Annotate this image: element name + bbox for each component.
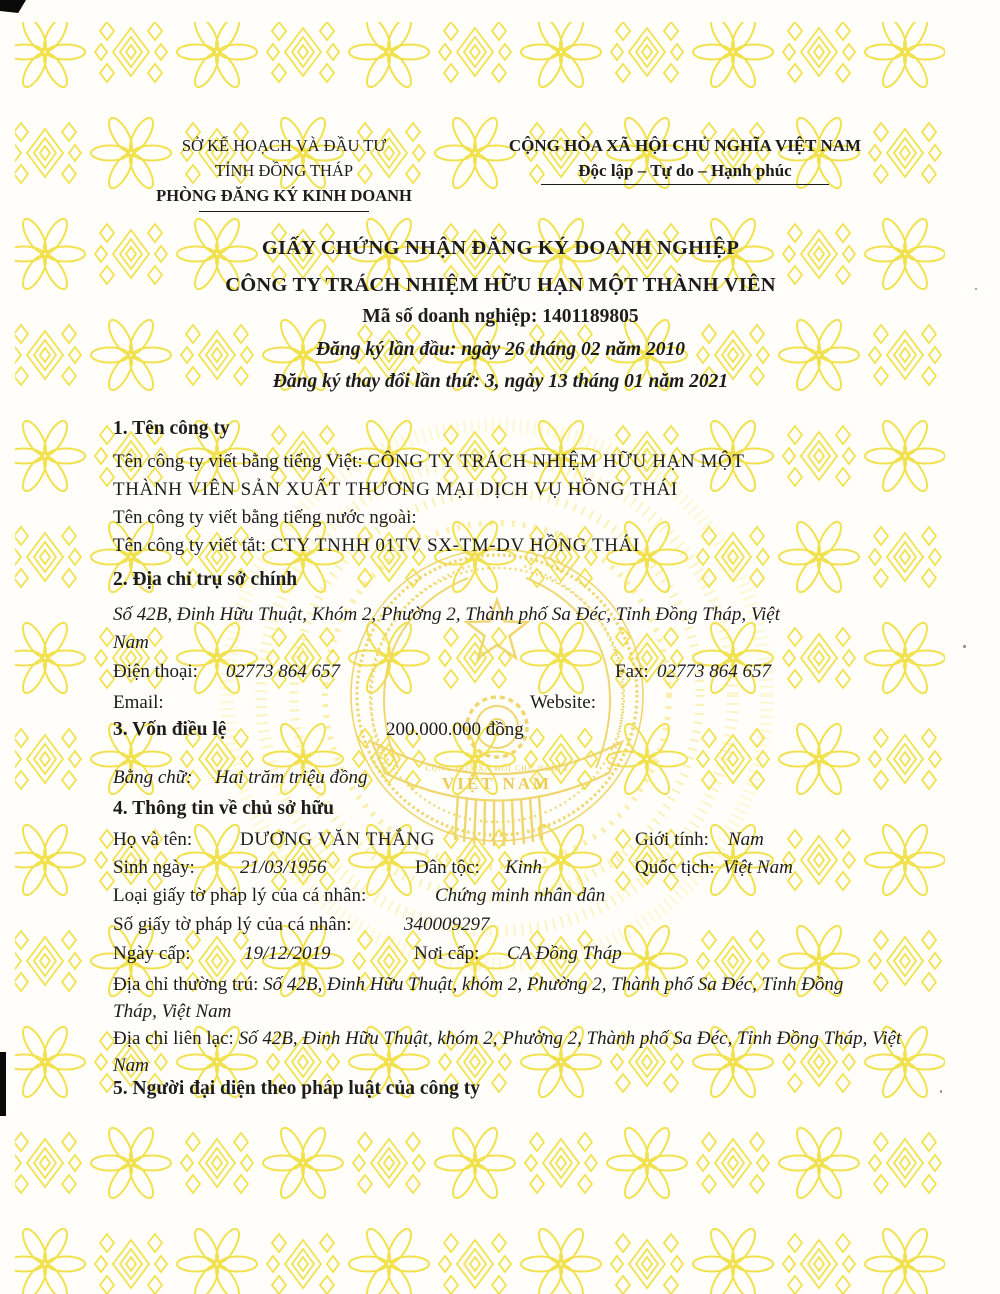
republic-underline: [541, 184, 829, 185]
ethnicity-value: Kinh: [505, 857, 542, 878]
issue-date-label: Ngày cấp:: [113, 943, 191, 964]
owner-name-row: [113, 829, 903, 858]
nationality-label: Quốc tịch:: [635, 857, 715, 878]
issuer-line1: SỞ KẾ HOẠCH VÀ ĐẦU TƯ: [181, 136, 387, 155]
id-type-label: Loại giấy tờ pháp lý của cá nhân:: [113, 885, 367, 906]
first-registration-line: Đăng ký lần đầu: ngày 26 tháng 02 năm 2010: [316, 339, 685, 360]
ethnicity-label: Dân tộc:: [415, 857, 480, 878]
email-website-row: [113, 692, 903, 721]
id-number-row: [113, 914, 903, 943]
dob-label: Sinh ngày:: [113, 857, 195, 878]
permanent-address-label: Địa chỉ thường trú:: [113, 974, 259, 995]
change-registration-line: Đăng ký thay đổi lần thứ: 3, ngày 13 tháng 01 năm 2021: [272, 371, 729, 392]
phone-label: Điện thoại:: [113, 661, 198, 682]
section3-heading: 3. Vốn điều lệ: [113, 719, 227, 740]
contact-address-row: [113, 1025, 905, 1079]
section5-heading: 5. Người đại diện theo pháp luật của công ty: [113, 1078, 481, 1099]
id-number-value: 340009297: [404, 914, 490, 935]
permanent-address-value: Số 42B, Đinh Hữu Thuật, khóm 2, Phường 2, Thành phố Sa Đéc, Tỉnh Đồng Tháp, Việt Nam: [113, 974, 844, 1022]
section1-heading: 1. Tên công ty: [113, 418, 230, 439]
scan-artifact-edge: [0, 1052, 6, 1116]
phone-value: 02773 864 657: [226, 661, 340, 682]
issue-place-label: Nơi cấp:: [414, 943, 480, 964]
in-words-value: Hai trăm triệu đồng: [215, 767, 368, 788]
in-words-label: Bằng chữ:: [113, 767, 193, 788]
section2-heading: 2. Địa chỉ trụ sở chính: [113, 569, 298, 590]
contact-address-label: Địa chỉ liên lạc:: [113, 1028, 234, 1049]
national-header-block: [480, 133, 890, 185]
foreign-name-row: [113, 507, 417, 529]
title-line1: GIẤY CHỨNG NHẬN ĐĂNG KÝ DOANH NGHIỆP: [261, 237, 740, 259]
phone-fax-row: [113, 661, 903, 690]
foreign-name-label: Tên công ty viết bằng tiếng nước ngoài:: [113, 507, 417, 528]
gender-label: Giới tính:: [635, 829, 709, 850]
id-type-value: Chứng minh nhân dân: [435, 885, 606, 906]
capital-in-words-row: [113, 767, 903, 796]
issuing-authority-block: [139, 133, 429, 212]
nationality-value: Việt Nam: [723, 857, 793, 878]
fax-label: Fax:: [615, 661, 649, 682]
issuer-underline: [199, 211, 369, 212]
gender-value: Nam: [728, 829, 764, 850]
issue-date-value: 19/12/2019: [244, 943, 331, 964]
id-issue-row: [113, 943, 903, 972]
owner-dob-row: [113, 857, 903, 886]
emblem-banner-text: VIỆT NAM: [441, 774, 553, 793]
issue-place-value: CA Đồng Tháp: [507, 943, 622, 964]
fullname-label: Họ và tên:: [113, 829, 193, 850]
emblem-motto-text: CỘNG HÒA XÃ HỘI CHỦ NGHĨA: [425, 764, 569, 773]
charter-capital-row: [113, 719, 903, 748]
fax-value: 02773 864 657: [657, 661, 771, 682]
email-label: Email:: [113, 692, 164, 713]
website-label: Website:: [530, 692, 597, 713]
fullname-value: DƯƠNG VĂN THẮNG: [240, 829, 436, 850]
vietnamese-name-label: Tên công ty viết bằng tiếng Việt:: [113, 451, 363, 472]
short-name-label: Tên công ty viết tắt:: [113, 535, 267, 556]
scan-speck: [975, 288, 977, 290]
short-name-value: CTY TNHH 01TV SX-TM-DV HỒNG THÁI: [270, 535, 640, 556]
tax-code-line: Mã số doanh nghiệp: 1401189805: [362, 306, 639, 327]
vietnamese-name-value: CÔNG TY TRÁCH NHIỆM HỮU HẠN MỘT THÀNH VIÊN SẢN XUẤT THƯƠNG MẠI DỊCH VỤ HỒNG THÁI: [113, 451, 745, 500]
vietnamese-name-row: [113, 448, 803, 504]
issuer-line3: PHÒNG ĐĂNG KÝ KINH DOANH: [156, 186, 412, 205]
id-type-row: [113, 885, 903, 914]
issuer-line2: TỈNH ĐỒNG THÁP: [214, 161, 354, 180]
capital-amount: 200.000.000 đồng: [386, 719, 524, 740]
republic-line2: Độc lập – Tự do – Hạnh phúc: [578, 161, 792, 180]
head-office-address: Số 42B, Đinh Hữu Thuật, Khóm 2, Phường 2, Thành phố Sa Đéc, Tỉnh Đồng Tháp, Việt Nam: [113, 604, 781, 653]
section4-heading: 4. Thông tin về chủ sở hữu: [113, 798, 335, 819]
republic-line1: CỘNG HÒA XÃ HỘI CHỦ NGHĨA VIỆT NAM: [508, 136, 862, 155]
id-number-label: Số giấy tờ pháp lý của cá nhân:: [113, 914, 352, 935]
certificate-title: [113, 230, 888, 304]
scan-speck: [963, 645, 966, 648]
title-line2: CÔNG TY TRÁCH NHIỆM HỮU HẠN MỘT THÀNH VIÊN: [225, 274, 776, 296]
contact-address-value: Số 42B, Đinh Hữu Thuật, khóm 2, Phường 2, Thành phố Sa Đéc, Tỉnh Đồng Tháp, Việt Nam: [113, 1028, 902, 1076]
dob-value: 21/03/1956: [240, 857, 327, 878]
short-name-row: [113, 535, 640, 557]
permanent-address-row: [113, 971, 863, 1025]
scan-speck: [940, 1090, 942, 1093]
